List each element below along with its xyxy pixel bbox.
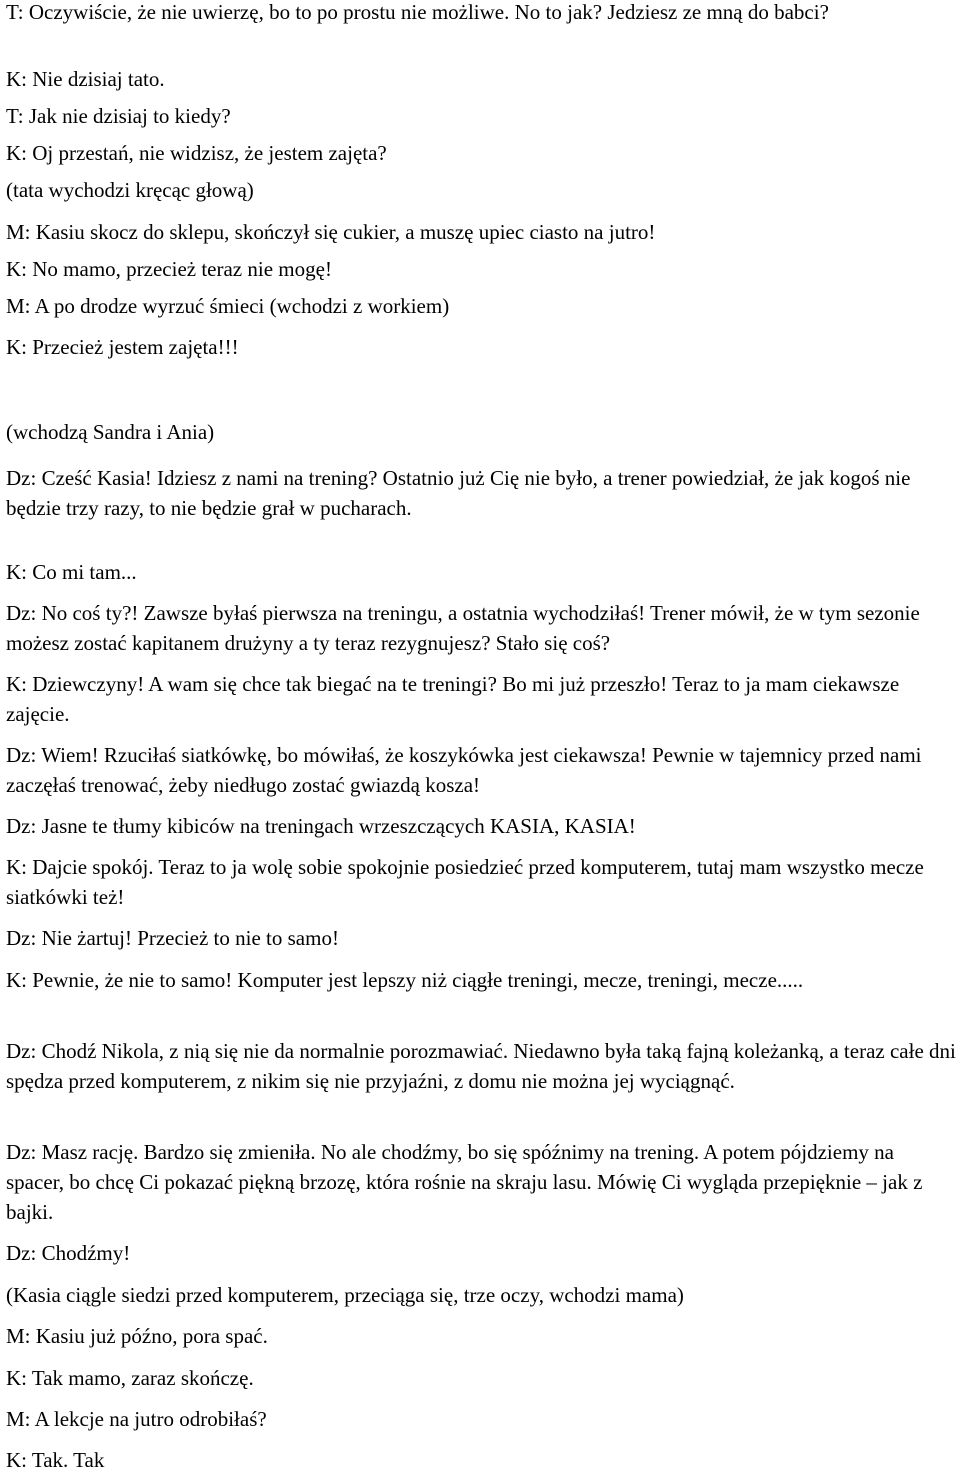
dialogue-line: K: Przecież jestem zajęta!!! <box>6 335 239 359</box>
dialogue-line: M: Kasiu skocz do sklepu, skończył się cukier, a muszę upiec ciasto na jutro! <box>6 220 656 244</box>
dialogue-line: Dz: Cześć Kasia! Idziesz z nami na trening? Ostatnio już Cię nie było, a trener powiedział, że jak kogoś nie będzie trzy razy, to nie będzie grał w pucharach. <box>6 466 911 520</box>
dialogue-line: Dz: Chodź Nikola, z nią się nie da normalnie porozmawiać. Niedawno była taką fajną koleżanką, a teraz całe dni spędza przed komputerem, z nikim się nie przyjaźni, z domu nie można jej wyciągnąć. <box>6 1039 956 1093</box>
dialogue-line: K: Dajcie spokój. Teraz to ja wolę sobie spokojnie posiedzieć przed komputerem, tutaj mam wszystko mecze siatkówki też! <box>6 855 924 909</box>
dialogue-line: Dz: Nie żartuj! Przecież to nie to samo! <box>6 926 339 950</box>
dialogue-line: M: Kasiu już późno, pora spać. <box>6 1324 268 1348</box>
dialogue-line: K: Pewnie, że nie to samo! Komputer jest lepszy niż ciągłe treningi, mecze, treningi, mecze..... <box>6 968 804 992</box>
dialogue-line: K: Nie dzisiaj tato. <box>6 67 165 91</box>
dialogue-line: K: No mamo, przecież teraz nie mogę! <box>6 257 332 281</box>
dialogue-line: K: Oj przestań, nie widzisz, że jestem zajęta? <box>6 141 387 165</box>
dialogue-line: M: A po drodze wyrzuć śmieci (wchodzi z workiem) <box>6 294 450 318</box>
dialogue-line: K: Tak mamo, zaraz skończę. <box>6 1366 254 1390</box>
dialogue-line: K: Tak. Tak <box>6 1448 105 1472</box>
dialogue-line: K: Dziewczyny! A wam się chce tak biegać na te treningi? Bo mi już przeszło! Teraz to ja mam ciekawsze zajęcie. <box>6 672 900 726</box>
dialogue-line: T: Jak nie dzisiaj to kiedy? <box>6 104 231 128</box>
stage-direction: (Kasia ciągle siedzi przed komputerem, przeciąga się, trze oczy, wchodzi mama) <box>6 1283 684 1307</box>
dialogue-line: Dz: Wiem! Rzuciłaś siatkówkę, bo mówiłaś, że koszykówka jest ciekawsza! Pewnie w tajemnicy przed nami zaczęłaś trenować, żeby niedługo zostać gwiazdą kosza! <box>6 743 922 797</box>
dialogue-line: K: Co mi tam... <box>6 560 137 584</box>
stage-direction: (tata wychodzi kręcąc głową) <box>6 178 254 202</box>
dialogue-line: Dz: Chodźmy! <box>6 1241 131 1265</box>
dialogue-line: Dz: Jasne te tłumy kibiców na treningach wrzeszczących KASIA, KASIA! <box>6 814 636 838</box>
dialogue-line: Dz: Masz rację. Bardzo się zmieniła. No ale chodźmy, bo się spóźnimy na trening. A potem pójdziemy na spacer, bo chcę Ci pokazać piękną brzozę, która rośnie na skraju lasu. Mówię Ci wygląda przepięknie – jak z bajki. <box>6 1140 923 1224</box>
dialogue-line: T: Oczywiście, że nie uwierzę, bo to po prostu nie możliwe. No to jak? Jedziesz ze mną do babci? <box>6 0 829 24</box>
dialogue-line: Dz: No coś ty?! Zawsze byłaś pierwsza na treningu, a ostatnia wychodziłaś! Trener mówił, że w tym sezonie możesz zostać kapitanem drużyny a ty teraz rezygnujesz? Stało się coś? <box>6 601 920 655</box>
stage-direction: (wchodzą Sandra i Ania) <box>6 420 215 444</box>
dialogue-line: M: A lekcje na jutro odrobiłaś? <box>6 1407 267 1431</box>
